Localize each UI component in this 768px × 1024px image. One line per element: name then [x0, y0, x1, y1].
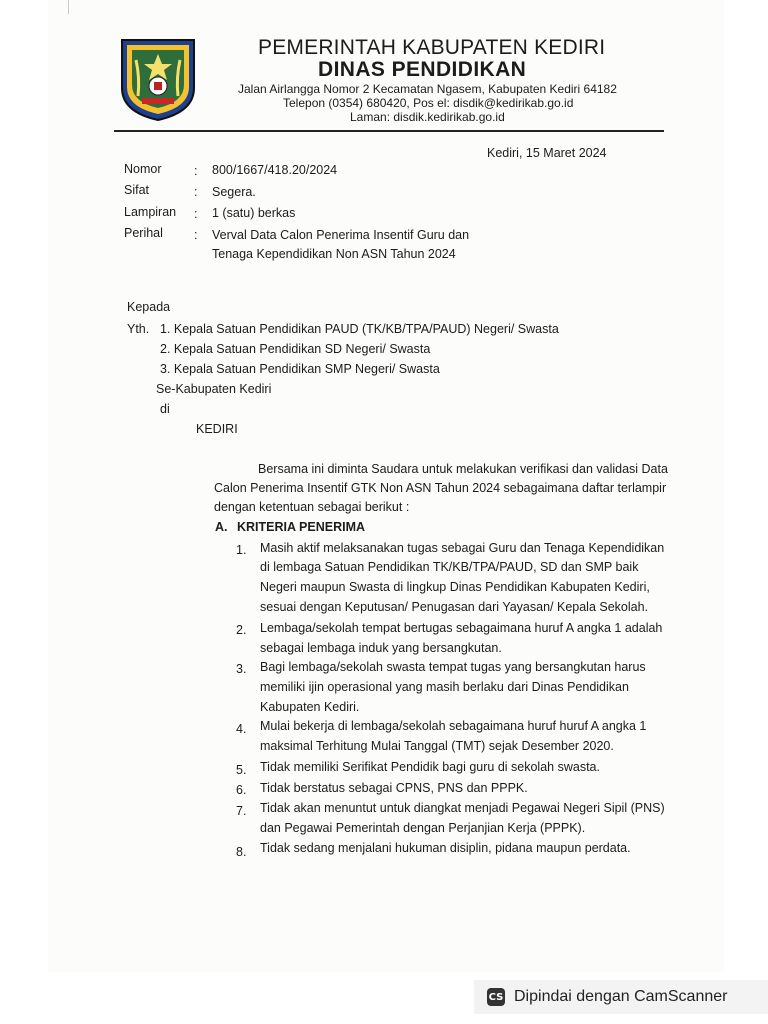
criteria-number: 4.: [236, 722, 247, 736]
criteria-line: maksimal Terhitung Mulai Tanggal (TMT) sejak Desember 2020.: [260, 739, 614, 753]
recipient-item: 1. Kepala Satuan Pendidikan PAUD (TK/KB/TPA/PAUD) Negeri/ Swasta: [160, 322, 559, 336]
criteria-line: memiliki ijin operasional yang masih berlaku dari Dinas Pendidikan: [260, 680, 629, 694]
criteria-line: Masih aktif melaksanakan tugas sebagai Guru dan Tenaga Kependidikan: [260, 541, 665, 555]
meta-colon: :: [194, 164, 198, 178]
criteria-line: di lembaga Satuan Pendidikan TK/KB/TPA/PAUD, SD dan SMP baik: [260, 560, 639, 574]
meta-value-nomor: 800/1667/418.20/2024: [212, 163, 338, 177]
criteria-number: 8.: [236, 845, 247, 859]
criteria-line: dan Pegawai Pemerintah dengan Perjanjian Kerja (PPPK).: [260, 821, 586, 835]
recipient-item: 2. Kepala Satuan Pendidikan SD Negeri/ Swasta: [160, 342, 431, 356]
letter-date: Kediri, 15 Maret 2024: [487, 146, 607, 160]
criteria-line: Bagi lembaga/sekolah swasta tempat tugas yang bersangkutan harus: [260, 660, 646, 674]
letterhead-website: Laman: disdik.kedirikab.go.id: [350, 110, 505, 124]
criteria-line: Negeri maupun Swasta di lingkup Dinas Pendidikan Kabupaten Kediri,: [260, 580, 650, 594]
criteria-number: 6.: [236, 783, 247, 797]
camscanner-icon: CS: [487, 988, 505, 1006]
meta-value-sifat: Segera.: [212, 185, 256, 199]
camscanner-label: Dipindai dengan CamScanner: [514, 988, 728, 1005]
letterhead-government: PEMERINTAH KABUPATEN KEDIRI: [258, 36, 606, 59]
scan-edge-mark: [68, 0, 69, 14]
meta-value-lampiran: 1 (satu) berkas: [212, 206, 296, 220]
criteria-line: sebagai lembaga induk yang bersangkutan.: [260, 641, 502, 655]
meta-value-perihal-cont: Tenaga Kependidikan Non ASN Tahun 2024: [212, 247, 456, 261]
meta-label-sifat: Sifat: [124, 183, 150, 197]
recipient-item: 3. Kepala Satuan Pendidikan SMP Negeri/ Swasta: [160, 362, 440, 376]
criteria-line: sesuai dengan Keputusan/ Penugasan dari Yayasan/ Kepala Sekolah.: [260, 600, 649, 614]
criteria-line: Mulai bekerja di lembaga/sekolah sebagaimana huruf huruf A angka 1: [260, 719, 647, 733]
meta-colon: :: [194, 185, 198, 199]
criteria-line: Tidak sedang menjalani hukuman disiplin, pidana maupun perdata.: [260, 841, 631, 855]
meta-colon: :: [194, 207, 198, 221]
camscanner-watermark: [474, 980, 768, 1014]
criteria-number: 5.: [236, 763, 247, 777]
recipient-region: Se-Kabupaten Kediri: [156, 382, 272, 396]
criteria-number: 3.: [236, 662, 247, 676]
criteria-number: 1.: [236, 543, 247, 557]
criteria-line: Lembaga/sekolah tempat bertugas sebagaimana huruf A angka 1 adalah: [260, 621, 663, 635]
meta-value-perihal: Verval Data Calon Penerima Insentif Guru dan: [212, 228, 470, 242]
meta-colon: :: [194, 228, 198, 242]
letterhead-contact: Telepon (0354) 680420, Pos el: disdik@kedirikab.go.id: [283, 96, 574, 110]
meta-label-lampiran: Lampiran: [124, 205, 177, 219]
recipient-di: di: [160, 402, 170, 416]
criteria-number: 7.: [236, 804, 247, 818]
criteria-line: Tidak akan menuntut untuk diangkat menjadi Pegawai Negeri Sipil (PNS): [260, 801, 665, 815]
criteria-number: 2.: [236, 623, 247, 637]
recipient-kepada: Kepada: [127, 300, 171, 314]
recipient-yth: Yth.: [127, 322, 150, 336]
criteria-line: Kabupaten Kediri.: [260, 700, 360, 714]
criteria-line: Tidak berstatus sebagai CPNS, PNS dan PPPK.: [260, 781, 528, 795]
meta-label-nomor: Nomor: [124, 162, 162, 176]
meta-label-perihal: Perihal: [124, 226, 163, 240]
intro-line: dengan ketentuan sebagai berikut :: [214, 500, 410, 514]
letterhead-divider: [114, 130, 664, 132]
letterhead-address: Jalan Airlangga Nomor 2 Kecamatan Ngasem, Kabupaten Kediri 64182: [238, 82, 617, 96]
criteria-line: Tidak memiliki Serifikat Pendidik bagi guru di sekolah swasta.: [260, 760, 600, 774]
section-title: KRITERIA PENERIMA: [237, 520, 366, 534]
letterhead-agency: DINAS PENDIDIKAN: [318, 58, 527, 81]
recipient-city: KEDIRI: [196, 422, 238, 436]
kabupaten-kediri-emblem-logo: [118, 38, 198, 122]
section-letter: A.: [215, 520, 228, 534]
intro-line: Calon Penerima Insentif GTK Non ASN Tahun 2024 sebagaimana daftar terlampir: [214, 481, 667, 495]
intro-line: Bersama ini diminta Saudara untuk melakukan verifikasi dan validasi Data: [258, 462, 668, 476]
